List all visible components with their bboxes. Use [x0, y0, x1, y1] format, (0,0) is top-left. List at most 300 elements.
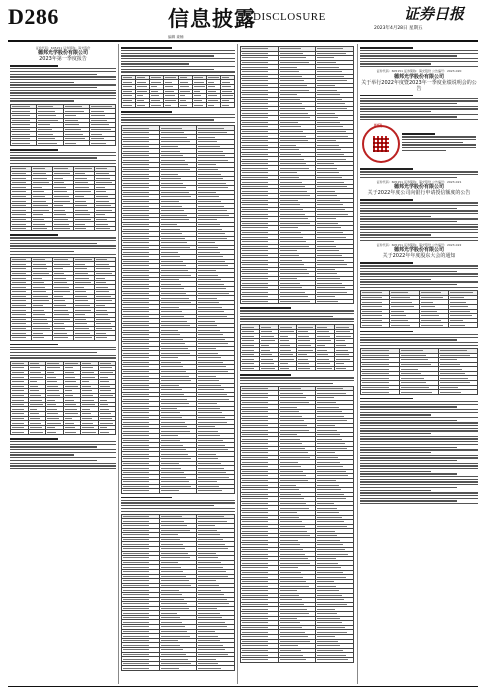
text-line [10, 452, 116, 453]
text-line [360, 487, 457, 488]
column-3 [240, 44, 354, 684]
text-line [402, 139, 476, 140]
text-line [360, 414, 431, 415]
financial-table [10, 104, 116, 146]
table-cell [11, 335, 32, 340]
text-line [360, 406, 457, 407]
text-line [360, 168, 413, 170]
table-cell [32, 226, 53, 231]
text-line [10, 95, 116, 96]
body-text [360, 168, 478, 178]
text-line [360, 240, 478, 241]
text-line [121, 61, 235, 62]
issue-date: 2023年4月28日 星期五 [374, 26, 423, 31]
table-cell [53, 335, 74, 340]
text-line [10, 87, 97, 88]
table-cell [95, 335, 116, 340]
text-line [121, 71, 235, 72]
text-line [360, 417, 478, 418]
text-line [10, 155, 116, 156]
table-cell [197, 489, 235, 494]
column-divider [357, 44, 358, 684]
table-cell [46, 430, 64, 435]
text-line [360, 345, 478, 346]
text-line [360, 229, 478, 230]
notice-title: 关于2022年度公司向银行申请授信额度的公告 [367, 190, 471, 197]
text-line [360, 66, 478, 67]
text-line [10, 457, 116, 458]
text-line [360, 331, 413, 333]
text-line [360, 234, 431, 235]
table-cell [316, 657, 354, 662]
table-cell [122, 489, 160, 494]
text-line [360, 484, 478, 485]
text-line [121, 122, 235, 123]
text-line [402, 147, 476, 148]
financial-table [240, 324, 354, 371]
text-line [10, 454, 74, 455]
text-line [10, 82, 74, 83]
text-line [360, 114, 478, 115]
table-cell [419, 323, 448, 328]
newspaper-logo: 证券日报 [404, 5, 465, 23]
column-divider [237, 44, 238, 684]
text-line [240, 377, 354, 378]
table-row [122, 666, 235, 671]
table-cell [241, 657, 279, 662]
text-line [360, 468, 478, 469]
table-cell [241, 299, 279, 304]
financial-table [10, 166, 116, 231]
company-name: 德邦光学股份有限公司 [37, 50, 88, 57]
text-line [360, 47, 413, 49]
text-line [10, 240, 116, 241]
text-line [10, 465, 116, 466]
text-line [121, 69, 214, 70]
text-line [121, 500, 235, 501]
company-name: 德邦光学股份有限公司 [393, 247, 444, 254]
text-line [360, 438, 478, 439]
text-line [360, 495, 478, 496]
body-text [360, 331, 478, 346]
column-4 [360, 44, 478, 684]
text-line [402, 136, 476, 137]
text-line [121, 502, 235, 503]
text-line [360, 449, 478, 450]
text-line [240, 318, 354, 319]
text-line [240, 383, 333, 384]
table-cell [89, 141, 115, 146]
text-line [121, 55, 214, 56]
body-text [10, 344, 116, 359]
text-line [360, 276, 478, 277]
notice-title: 关于举行2022年度暨2023年一季度业绩说明会的公告 [361, 79, 477, 92]
text-line [360, 265, 478, 266]
text-line [360, 273, 478, 274]
text-line [360, 262, 413, 264]
body-text [360, 47, 478, 67]
text-line [360, 436, 478, 437]
text-line [360, 422, 478, 423]
table-cell [136, 103, 150, 108]
table-cell [122, 103, 136, 108]
text-line [121, 508, 235, 509]
text-line [10, 90, 116, 91]
column-2 [121, 44, 235, 684]
text-line [10, 65, 58, 67]
table-cell [448, 323, 477, 328]
text-line [360, 498, 478, 499]
body-text [360, 262, 478, 288]
text-line [240, 313, 354, 314]
text-line [121, 53, 235, 54]
text-line [360, 447, 457, 448]
financial-table [121, 75, 235, 108]
notice-header [10, 46, 116, 62]
financial-table [360, 290, 478, 328]
text-line [360, 205, 478, 206]
text-line [10, 444, 116, 445]
text-line [360, 108, 478, 109]
notice-header [360, 243, 478, 259]
text-line [360, 479, 478, 480]
table-cell [74, 226, 95, 231]
text-line [360, 404, 478, 405]
text-line [10, 163, 116, 164]
footer-rule [8, 686, 478, 687]
text-line [360, 337, 478, 338]
text-line [10, 251, 74, 252]
text-line [121, 497, 172, 499]
text-line [360, 441, 478, 442]
text-line [360, 95, 413, 97]
text-line [360, 492, 478, 493]
table-cell [122, 666, 160, 671]
table-cell [439, 390, 478, 395]
text-line [360, 409, 478, 410]
text-line [360, 465, 478, 466]
table-row [361, 390, 478, 395]
table-cell [206, 103, 220, 108]
text-line [360, 226, 478, 227]
text-line [360, 103, 457, 104]
text-line [360, 63, 431, 64]
text-line [10, 446, 97, 447]
table-cell [164, 103, 178, 108]
text-line [10, 76, 116, 77]
stock-code: 证券代码：605151 证券简称：海光股份 公告编号：2023-022 [376, 243, 462, 248]
notice-title: 2023年第一季度报告 [39, 56, 87, 63]
body-text [240, 374, 354, 384]
text-line [360, 268, 478, 269]
table-cell [53, 226, 74, 231]
table-cell [278, 366, 297, 371]
text-line [10, 152, 116, 153]
text-line [121, 119, 214, 120]
text-line [360, 119, 478, 120]
company-name: 德邦光学股份有限公司 [393, 184, 444, 191]
table-cell [11, 430, 29, 435]
masthead [0, 0, 484, 40]
table-cell [11, 141, 37, 146]
table-cell [361, 323, 390, 328]
text-line [360, 210, 478, 211]
table-cell [32, 335, 53, 340]
financial-table [10, 361, 116, 436]
text-line [10, 245, 116, 246]
text-line [10, 349, 116, 350]
text-line [360, 287, 478, 288]
text-line [121, 63, 189, 64]
text-line [360, 53, 478, 54]
text-line [360, 334, 478, 335]
text-line [360, 444, 478, 445]
table-cell [178, 103, 192, 108]
text-line [360, 503, 478, 504]
text-line [10, 234, 58, 236]
text-line [10, 160, 116, 161]
table-cell [37, 141, 63, 146]
text-line [360, 174, 478, 175]
financial-table [10, 257, 116, 341]
text-line [121, 505, 214, 506]
table-cell [159, 489, 197, 494]
table-cell [220, 103, 234, 108]
text-line [360, 208, 457, 209]
text-line [121, 117, 235, 118]
text-line [10, 100, 74, 101]
table-cell [361, 390, 400, 395]
table-row [11, 430, 116, 435]
text-line [10, 254, 116, 255]
text-line [360, 177, 457, 178]
text-line [10, 347, 116, 348]
text-line [360, 430, 478, 431]
qr-code-icon [362, 125, 400, 163]
table-cell [316, 366, 335, 371]
text-line [360, 216, 431, 217]
text-line [10, 157, 97, 158]
page-number: D286 [8, 4, 59, 29]
body-text [360, 199, 478, 241]
text-line [10, 352, 97, 353]
body-text [360, 398, 478, 504]
text-line [360, 473, 457, 474]
table-row [11, 335, 116, 340]
table-row [241, 366, 354, 371]
text-line [402, 150, 446, 151]
table-cell [28, 430, 46, 435]
table-row [11, 226, 116, 231]
text-line [360, 224, 478, 225]
table-cell [159, 666, 197, 671]
table-cell [95, 226, 116, 231]
text-line [121, 511, 235, 512]
text-line [360, 460, 457, 461]
text-line [360, 433, 431, 434]
column-1 [10, 44, 116, 684]
table-row [11, 141, 116, 146]
text-line [360, 213, 478, 214]
table-cell [335, 366, 354, 371]
table-cell [81, 430, 99, 435]
body-text [10, 234, 116, 254]
text-line [10, 79, 116, 80]
financial-table [240, 46, 354, 304]
text-line [360, 481, 478, 482]
text-line [121, 66, 235, 67]
text-line [10, 441, 116, 442]
table-cell [316, 299, 354, 304]
body-text [240, 307, 354, 322]
text-line [121, 47, 172, 49]
text-line [360, 425, 478, 426]
table-cell [63, 141, 89, 146]
text-line [360, 457, 478, 458]
text-line [121, 111, 172, 113]
stock-code: 证券代码：605151 证券简称：海光股份 公告编号：2023-020 [376, 69, 462, 74]
masthead-rule [8, 40, 478, 42]
financial-table [240, 386, 354, 663]
table-cell [241, 366, 260, 371]
company-name: 德邦光学股份有限公司 [393, 73, 444, 80]
text-line [10, 71, 116, 72]
text-line [240, 307, 291, 309]
text-line [10, 74, 97, 75]
text-line [360, 463, 478, 464]
section-title: 信息披露 [168, 7, 256, 31]
text-line [360, 202, 478, 203]
table-cell [98, 430, 116, 435]
text-line [360, 398, 413, 400]
table-cell [11, 226, 32, 231]
text-line [10, 460, 97, 461]
editor-line: 编辑 姜楠 [168, 35, 184, 39]
text-line [360, 490, 431, 491]
text-line [10, 468, 116, 469]
section-title-en: DISCLOSURE [253, 11, 326, 23]
table-cell [150, 103, 164, 108]
text-line [10, 344, 58, 346]
table-cell [278, 299, 316, 304]
text-line [360, 339, 457, 340]
body-text [360, 95, 478, 121]
text-line [360, 221, 457, 222]
text-line [10, 355, 116, 356]
financial-table [121, 125, 235, 494]
qr-tag: 扫码 [374, 123, 382, 129]
text-line [240, 380, 354, 381]
text-line [121, 50, 235, 51]
table-cell [297, 366, 316, 371]
text-line [360, 284, 457, 285]
table-row [361, 323, 478, 328]
text-line [360, 342, 478, 343]
text-line [360, 476, 478, 477]
text-line [360, 281, 478, 282]
text-line [360, 50, 478, 51]
text-line [360, 171, 478, 172]
body-text [121, 111, 235, 123]
column-divider [118, 44, 119, 684]
text-line [360, 237, 478, 238]
text-line [240, 374, 291, 376]
text-line [240, 316, 333, 317]
text-line [360, 218, 478, 219]
text-line [402, 133, 435, 135]
text-line [10, 248, 116, 249]
table-row [241, 299, 354, 304]
text-line [10, 243, 97, 244]
text-line [360, 55, 457, 56]
text-line [360, 412, 478, 413]
text-line [240, 310, 354, 311]
stock-code: 证券代码：605151 证券简称：海光股份 [35, 46, 91, 50]
body-text [10, 65, 116, 102]
notice-header [360, 69, 478, 91]
text-line [360, 279, 431, 280]
text-line [402, 142, 463, 143]
text-line [360, 100, 478, 101]
text-line [360, 232, 478, 233]
text-line [360, 106, 478, 107]
text-line [10, 237, 116, 238]
text-line [360, 452, 431, 453]
text-line [360, 428, 478, 429]
text-line [360, 401, 478, 402]
text-line [10, 68, 116, 69]
text-line [360, 98, 478, 99]
body-text [10, 438, 116, 469]
notice-header [360, 180, 478, 196]
text-line [10, 463, 116, 464]
text-line [121, 58, 235, 59]
text-line [360, 61, 478, 62]
body-text [10, 149, 116, 164]
text-line [360, 199, 413, 201]
table-row [241, 657, 354, 662]
table-cell [197, 666, 235, 671]
table-cell [63, 430, 81, 435]
text-line [10, 84, 116, 85]
financial-table [121, 514, 235, 671]
text-line [402, 144, 476, 145]
text-line [360, 116, 457, 117]
text-line [10, 438, 58, 440]
table-cell [278, 657, 316, 662]
text-line [10, 92, 116, 93]
text-line [10, 357, 116, 358]
notice-title: 关于2022年年度股东大会的通知 [382, 253, 456, 260]
table-row [122, 103, 235, 108]
body-text [121, 497, 235, 512]
text-line [10, 98, 116, 99]
table-cell [259, 366, 278, 371]
text-line [240, 321, 354, 322]
table-cell [74, 335, 95, 340]
text-line [360, 500, 457, 501]
stock-code: 证券代码：605151 证券简称：海光股份 公告编号：2023-021 [376, 180, 462, 185]
qr-block [360, 123, 478, 165]
table-cell [390, 323, 419, 328]
text-line [360, 111, 431, 112]
table-cell [400, 390, 439, 395]
text-line [360, 455, 478, 456]
text-line [360, 420, 457, 421]
text-line [10, 149, 58, 151]
table-row [122, 489, 235, 494]
body-text [121, 47, 235, 73]
